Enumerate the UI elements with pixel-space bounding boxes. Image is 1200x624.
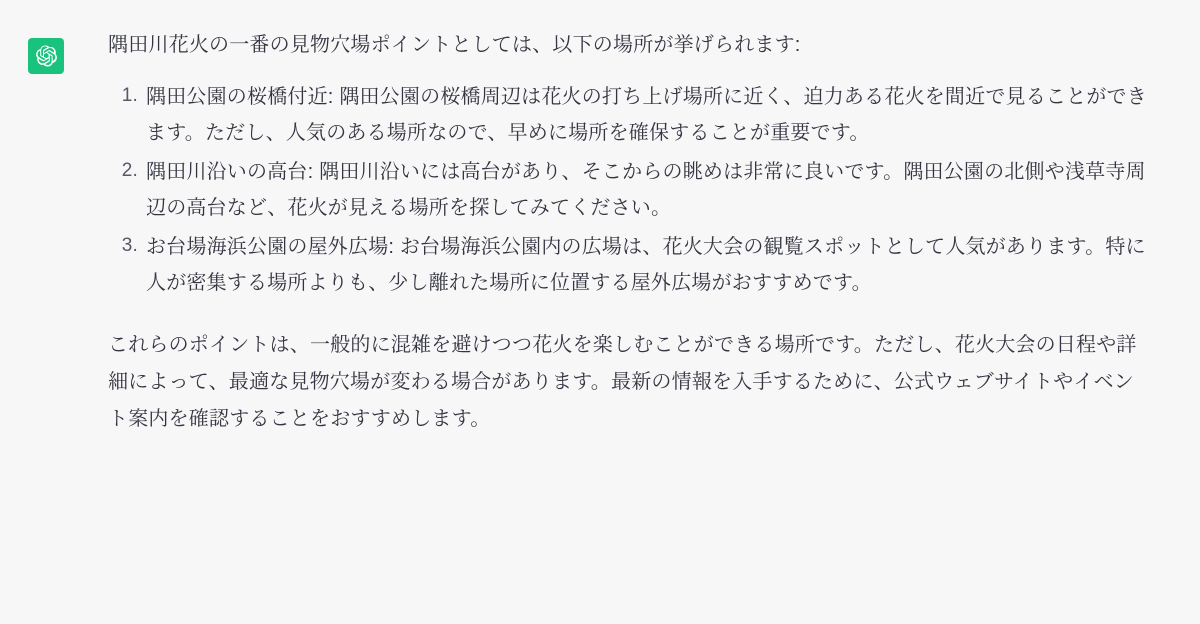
list-item-body: 隅田川沿いには高台があり、そこからの眺めは非常に良いです。隅田公園の北側や浅草寺周辺の高台など、花火が見える場所を探してみてください。	[146, 160, 1146, 220]
message-closing: これらのポイントは、一般的に混雑を避けつつ花火を楽しむことができる場所です。ただし、花火大会の日程や詳細によって、最適な見物穴場が変わる場合があります。最新の情報を入手するために、公式ウェブサイトやイベント案内を確認することをおすすめします。	[108, 334, 1137, 431]
list-item	[142, 229, 1148, 302]
openai-logo-icon	[34, 44, 58, 68]
list-item-title: 隅田公園の桜橋付近:	[146, 86, 334, 108]
list-item-body: 隅田公園の桜橋周辺は花火の打ち上げ場所に近く、迫力ある花火を間近で見ることができます。ただし、人気のある場所なので、早めに場所を確保することが重要です。	[146, 86, 1147, 145]
list-item-title: 隅田川沿いの高台:	[146, 160, 314, 183]
message-intro: 隅田川花火の一番の見物穴場ポイントとしては、以下の場所が挙げられます:	[108, 34, 801, 56]
recommendation-list	[108, 79, 1148, 301]
list-item-title: お台場海浜公園の屋外広場:	[146, 235, 395, 258]
list-item	[142, 154, 1148, 227]
list-item	[142, 79, 1148, 152]
list-item-body: お台場海浜公園内の広場は、花火大会の観覧スポットとして人気があります。特に人が密集する場所よりも、少し離れた場所に位置する屋外広場がおすすめです。	[146, 235, 1146, 294]
message-body	[64, 28, 1160, 438]
assistant-avatar	[28, 38, 64, 74]
